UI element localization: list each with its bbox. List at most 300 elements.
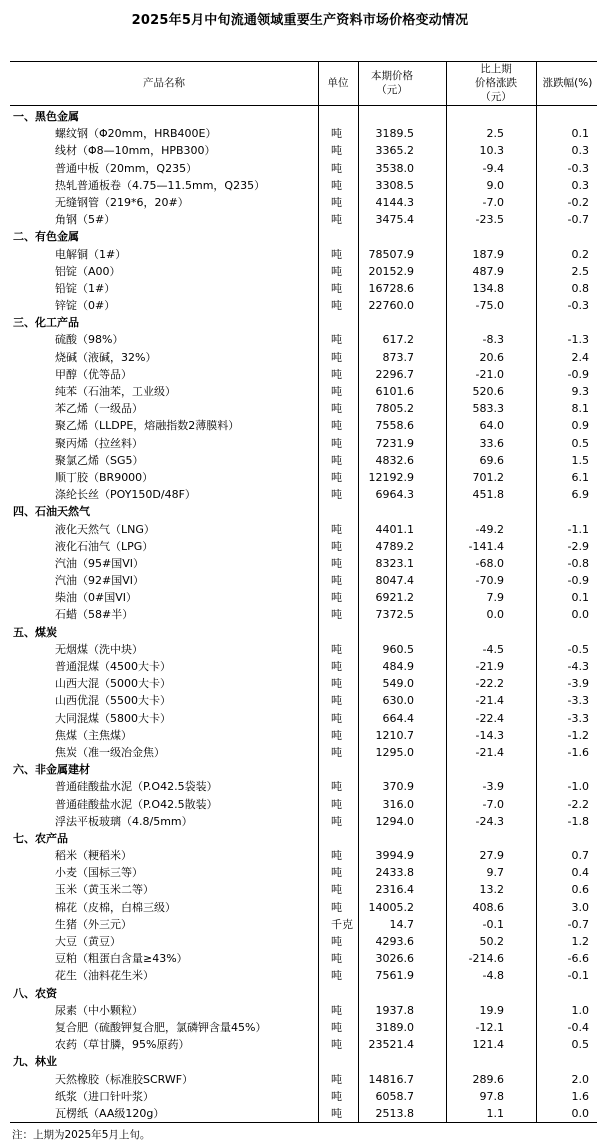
unit-cell: 吨 bbox=[331, 1020, 342, 1034]
price-cell: 7805.2 bbox=[375, 402, 414, 416]
product-name: 尿素（中小颗粒） bbox=[55, 1003, 143, 1017]
table-row bbox=[10, 263, 597, 280]
pct-cell: 0.0 bbox=[571, 608, 589, 622]
unit-cell: 吨 bbox=[331, 539, 342, 553]
unit-cell: 吨 bbox=[331, 522, 342, 536]
product-name: 线材（Φ8—10mm，HPB300） bbox=[55, 144, 216, 158]
change-cell: -21.4 bbox=[475, 745, 504, 759]
table-row bbox=[10, 847, 597, 864]
price-cell: 484.9 bbox=[382, 660, 414, 673]
unit-cell: 吨 bbox=[331, 728, 342, 742]
product-name: 无缝钢管（219*6，20#） bbox=[55, 195, 189, 209]
table-row bbox=[10, 331, 597, 348]
category-row bbox=[10, 108, 597, 125]
price-cell: 4144.3 bbox=[375, 195, 414, 209]
table-row bbox=[10, 572, 597, 589]
page-title: 2025年5月中旬流通领域重要生产资料市场价格变动情况 bbox=[131, 13, 469, 28]
table-row bbox=[10, 383, 597, 400]
price-cell: 23521.4 bbox=[368, 1038, 414, 1052]
change-cell: 64.0 bbox=[479, 419, 504, 433]
change-cell: 487.9 bbox=[472, 264, 504, 278]
change-cell: -141.4 bbox=[468, 539, 504, 553]
change-cell: 69.6 bbox=[479, 453, 504, 467]
pct-cell: -0.7 bbox=[567, 917, 589, 931]
table-row bbox=[10, 366, 597, 383]
unit-cell: 吨 bbox=[331, 660, 342, 673]
change-cell: 134.8 bbox=[472, 281, 504, 295]
product-name: 浮法平板玻璃（4.8/5mm） bbox=[55, 814, 193, 828]
category-row bbox=[10, 314, 597, 331]
pct-cell: 1.0 bbox=[571, 1003, 589, 1017]
unit-cell: 吨 bbox=[331, 900, 342, 914]
unit-cell: 吨 bbox=[331, 213, 342, 227]
pct-cell: 2.5 bbox=[571, 264, 589, 278]
change-cell: 19.9 bbox=[479, 1003, 504, 1017]
unit-cell: 吨 bbox=[331, 144, 342, 158]
unit-cell: 吨 bbox=[331, 453, 342, 467]
header-unit: 单位 bbox=[327, 77, 349, 89]
table-row bbox=[10, 933, 597, 950]
table-row bbox=[10, 435, 597, 452]
pct-cell: -0.9 bbox=[567, 574, 589, 588]
category-name: 五、煤炭 bbox=[13, 625, 57, 639]
unit-cell: 吨 bbox=[331, 127, 342, 141]
unit-cell: 吨 bbox=[331, 642, 342, 656]
change-cell: 20.6 bbox=[479, 350, 504, 364]
pct-cell: -1.6 bbox=[567, 745, 589, 759]
table-row bbox=[10, 211, 597, 228]
table-row bbox=[10, 1105, 597, 1122]
category-name: 四、石油天然气 bbox=[13, 505, 90, 519]
pct-cell: 2.4 bbox=[571, 350, 589, 364]
product-name: 焦炭（准一级冶金焦） bbox=[55, 745, 165, 759]
table-row bbox=[10, 589, 597, 606]
product-name: 液化石油气（LPG） bbox=[55, 539, 154, 553]
unit-cell: 吨 bbox=[331, 952, 342, 966]
pct-cell: 0.5 bbox=[571, 436, 589, 450]
unit-cell: 吨 bbox=[331, 333, 342, 347]
pct-cell: 6.1 bbox=[571, 470, 589, 484]
price-cell: 3994.9 bbox=[375, 849, 414, 863]
unit-cell: 吨 bbox=[331, 935, 342, 948]
pct-cell: 0.6 bbox=[571, 883, 589, 897]
table-row bbox=[10, 864, 597, 881]
product-name: 花生（油料花生米） bbox=[55, 969, 154, 983]
change-cell: -21.9 bbox=[475, 660, 504, 673]
header-name: 产品名称 bbox=[143, 77, 185, 89]
price-cell: 549.0 bbox=[382, 677, 414, 691]
unit-cell: 吨 bbox=[331, 419, 342, 433]
unit-cell: 吨 bbox=[331, 883, 342, 897]
unit-cell: 吨 bbox=[331, 367, 342, 381]
product-name: 石蜡（58#半） bbox=[55, 608, 134, 622]
category-name: 二、有色金属 bbox=[13, 230, 79, 244]
table-row bbox=[10, 555, 597, 572]
price-cell: 6964.3 bbox=[375, 488, 414, 502]
change-cell: 701.2 bbox=[472, 470, 504, 484]
product-name: 棉花（皮棉，白棉三级） bbox=[55, 900, 176, 914]
table-row bbox=[10, 469, 597, 486]
table-row bbox=[10, 641, 597, 658]
table-body bbox=[10, 106, 597, 1122]
pct-cell: -0.3 bbox=[567, 161, 589, 175]
pct-cell: 6.9 bbox=[571, 488, 589, 502]
category-row bbox=[10, 503, 597, 520]
change-cell: -214.6 bbox=[468, 952, 504, 966]
unit-cell: 吨 bbox=[331, 161, 342, 175]
product-name: 螺纹钢（Φ20mm，HRB400E） bbox=[55, 127, 217, 141]
product-name: 热轧普通板卷（4.75—11.5mm，Q235） bbox=[55, 178, 266, 192]
change-cell: -8.3 bbox=[482, 333, 504, 347]
category-name: 九、林业 bbox=[13, 1055, 57, 1069]
table-row bbox=[10, 538, 597, 555]
unit-cell: 吨 bbox=[331, 574, 342, 588]
change-cell: 50.2 bbox=[479, 935, 504, 948]
price-cell: 873.7 bbox=[382, 350, 414, 364]
change-cell: 2.5 bbox=[486, 127, 504, 141]
product-name: 复合肥（硫酸钾复合肥，氯磷钾含量45%） bbox=[55, 1020, 267, 1034]
product-name: 铅锭（1#） bbox=[55, 281, 116, 295]
pct-cell: -0.2 bbox=[567, 195, 589, 209]
price-cell: 370.9 bbox=[382, 780, 414, 794]
category-name: 七、农产品 bbox=[13, 831, 68, 845]
product-name: 大豆（黄豆） bbox=[55, 935, 121, 948]
price-cell: 3365.2 bbox=[375, 144, 414, 158]
product-name: 生猪（外三元） bbox=[55, 917, 132, 931]
price-cell: 6921.2 bbox=[375, 591, 414, 605]
pct-cell: -0.9 bbox=[567, 367, 589, 381]
change-cell: 583.3 bbox=[472, 402, 504, 416]
product-name: 角钢（5#） bbox=[55, 213, 116, 227]
product-name: 瓦楞纸（AA级120g） bbox=[55, 1106, 165, 1120]
price-cell: 664.4 bbox=[382, 711, 414, 725]
product-name: 豆粕（粗蛋白含量≥43%） bbox=[55, 952, 188, 966]
category-name: 三、化工产品 bbox=[13, 316, 79, 330]
pct-cell: 1.2 bbox=[571, 935, 589, 948]
table-row bbox=[10, 297, 597, 314]
table-row bbox=[10, 1019, 597, 1036]
product-name: 柴油（0#国VI） bbox=[55, 591, 137, 605]
change-cell: -68.0 bbox=[475, 556, 504, 570]
footnote: 注：上期为2025年5月上旬。 bbox=[12, 1129, 151, 1141]
change-cell: 520.6 bbox=[472, 385, 504, 398]
price-cell: 14816.7 bbox=[368, 1072, 414, 1086]
unit-cell: 吨 bbox=[331, 195, 342, 209]
table-row bbox=[10, 950, 597, 967]
product-name: 电解铜（1#） bbox=[55, 247, 127, 261]
pct-cell: 0.9 bbox=[571, 419, 589, 433]
price-cell: 617.2 bbox=[382, 333, 414, 347]
unit-cell: 千克 bbox=[331, 917, 353, 931]
unit-cell: 吨 bbox=[331, 281, 342, 295]
product-name: 聚乙烯（LLDPE，熔融指数2薄膜料） bbox=[55, 419, 240, 433]
pct-cell: -0.1 bbox=[567, 969, 589, 983]
table-row bbox=[10, 1088, 597, 1105]
category-row bbox=[10, 228, 597, 245]
price-cell: 2316.4 bbox=[375, 883, 414, 897]
table-row bbox=[10, 452, 597, 469]
price-cell: 4401.1 bbox=[375, 522, 414, 536]
change-cell: -4.5 bbox=[482, 642, 504, 656]
price-cell: 14005.2 bbox=[368, 900, 414, 914]
pct-cell: -0.8 bbox=[567, 556, 589, 570]
change-cell: -9.4 bbox=[482, 161, 504, 175]
table-row bbox=[10, 280, 597, 297]
unit-cell: 吨 bbox=[331, 745, 342, 759]
table-row bbox=[10, 658, 597, 675]
price-cell: 8323.1 bbox=[375, 556, 414, 570]
price-cell: 3308.5 bbox=[375, 178, 414, 192]
pct-cell: 9.3 bbox=[571, 385, 589, 398]
pct-cell: -2.2 bbox=[567, 797, 589, 811]
table-row bbox=[10, 177, 597, 194]
change-cell: -70.9 bbox=[475, 574, 504, 588]
pct-cell: -3.3 bbox=[567, 711, 589, 725]
price-cell: 3189.5 bbox=[375, 127, 414, 141]
pct-cell: -6.6 bbox=[567, 952, 589, 966]
unit-cell: 吨 bbox=[331, 814, 342, 828]
product-name: 铝锭（A00） bbox=[55, 264, 121, 278]
unit-cell: 吨 bbox=[331, 780, 342, 794]
product-name: 大同混煤（5800大卡） bbox=[55, 711, 171, 725]
change-cell: -24.3 bbox=[475, 814, 504, 828]
table-row bbox=[10, 417, 597, 434]
table-row bbox=[10, 125, 597, 142]
product-name: 普通混煤（4500大卡） bbox=[55, 660, 171, 673]
table-row bbox=[10, 1036, 597, 1053]
product-name: 小麦（国标三等） bbox=[55, 866, 143, 880]
price-cell: 2433.8 bbox=[375, 866, 414, 880]
change-cell: 451.8 bbox=[472, 488, 504, 502]
price-cell: 6101.6 bbox=[375, 385, 414, 398]
price-cell: 8047.4 bbox=[375, 574, 414, 588]
pct-cell: 1.5 bbox=[571, 453, 589, 467]
product-name: 稻米（粳稻米） bbox=[55, 849, 132, 863]
unit-cell: 吨 bbox=[331, 969, 342, 983]
product-name: 顺丁胶（BR9000） bbox=[55, 470, 154, 484]
change-cell: -14.3 bbox=[475, 728, 504, 742]
unit-cell: 吨 bbox=[331, 264, 342, 278]
change-cell: -12.1 bbox=[475, 1020, 504, 1034]
change-cell: -21.0 bbox=[475, 367, 504, 381]
change-cell: -0.1 bbox=[482, 917, 504, 931]
pct-cell: -1.2 bbox=[567, 728, 589, 742]
price-cell: 3026.6 bbox=[375, 952, 414, 966]
product-name: 苯乙烯（一级品） bbox=[55, 402, 143, 416]
unit-cell: 吨 bbox=[331, 1072, 342, 1086]
table-row bbox=[10, 400, 597, 417]
unit-cell: 吨 bbox=[331, 1106, 342, 1120]
category-name: 八、农资 bbox=[13, 986, 57, 1000]
unit-cell: 吨 bbox=[331, 385, 342, 398]
header-change-2: 价格涨跌 bbox=[475, 77, 517, 89]
price-cell: 6058.7 bbox=[375, 1089, 414, 1103]
change-cell: 13.2 bbox=[479, 883, 504, 897]
product-name: 焦煤（主焦煤） bbox=[55, 728, 132, 742]
category-row bbox=[10, 1053, 597, 1070]
header-pct: 涨跌幅(%) bbox=[542, 77, 593, 89]
table-row bbox=[10, 521, 597, 538]
category-row bbox=[10, 830, 597, 847]
product-name: 聚氯乙烯（SG5） bbox=[55, 453, 144, 467]
change-cell: 187.9 bbox=[472, 247, 504, 261]
category-row bbox=[10, 761, 597, 778]
product-name: 汽油（95#国VI） bbox=[55, 556, 144, 570]
header-change-3: （元） bbox=[480, 91, 512, 103]
product-name: 玉米（黄玉米二等） bbox=[55, 883, 154, 897]
product-name: 山西优混（5500大卡） bbox=[55, 694, 171, 708]
change-cell: 10.3 bbox=[479, 144, 504, 158]
price-cell: 7231.9 bbox=[375, 436, 414, 450]
product-name: 锌锭（0#） bbox=[55, 299, 116, 313]
pct-cell: -1.8 bbox=[567, 814, 589, 828]
product-name: 农药（草甘膦，95%原药） bbox=[55, 1038, 190, 1052]
price-cell: 4832.6 bbox=[375, 453, 414, 467]
pct-cell: 0.1 bbox=[571, 127, 589, 141]
change-cell: 97.8 bbox=[479, 1089, 504, 1103]
table-row bbox=[10, 727, 597, 744]
product-name: 天然橡胶（标准胶SCRWF） bbox=[55, 1072, 194, 1086]
table-row bbox=[10, 675, 597, 692]
table-row bbox=[10, 744, 597, 761]
change-cell: -21.4 bbox=[475, 694, 504, 708]
price-cell: 630.0 bbox=[382, 694, 414, 708]
product-name: 普通中板（20mm，Q235） bbox=[55, 161, 198, 175]
price-cell: 4789.2 bbox=[375, 539, 414, 553]
table-row bbox=[10, 349, 597, 366]
change-cell: -3.9 bbox=[482, 780, 504, 794]
change-cell: 0.0 bbox=[486, 608, 504, 622]
pct-cell: 0.8 bbox=[571, 281, 589, 295]
unit-cell: 吨 bbox=[331, 1003, 342, 1017]
price-cell: 2296.7 bbox=[375, 367, 414, 381]
change-cell: -7.0 bbox=[482, 797, 504, 811]
product-name: 聚丙烯（拉丝料） bbox=[55, 436, 143, 450]
price-cell: 1295.0 bbox=[375, 745, 414, 759]
price-cell: 316.0 bbox=[382, 797, 414, 811]
unit-cell: 吨 bbox=[331, 1089, 342, 1103]
pct-cell: -1.1 bbox=[567, 522, 589, 536]
pct-cell: 0.5 bbox=[571, 1038, 589, 1052]
table-row bbox=[10, 194, 597, 211]
change-cell: 289.6 bbox=[472, 1072, 504, 1086]
price-cell: 1210.7 bbox=[375, 728, 414, 742]
pct-cell: -3.9 bbox=[567, 677, 589, 691]
table-row bbox=[10, 916, 597, 933]
unit-cell: 吨 bbox=[331, 436, 342, 450]
change-cell: 9.7 bbox=[486, 866, 504, 880]
category-row bbox=[10, 985, 597, 1002]
change-cell: -22.4 bbox=[475, 711, 504, 725]
unit-cell: 吨 bbox=[331, 470, 342, 484]
product-name: 纯苯（石油苯，工业级） bbox=[55, 385, 176, 398]
category-row bbox=[10, 624, 597, 641]
table-header bbox=[10, 62, 597, 106]
price-cell: 78507.9 bbox=[368, 247, 414, 261]
unit-cell: 吨 bbox=[331, 608, 342, 622]
price-cell: 16728.6 bbox=[368, 281, 414, 295]
product-name: 普通硅酸盐水泥（P.O42.5散装） bbox=[55, 797, 218, 811]
unit-cell: 吨 bbox=[331, 402, 342, 416]
unit-cell: 吨 bbox=[331, 797, 342, 811]
product-name: 硫酸（98%） bbox=[55, 333, 124, 347]
table-row bbox=[10, 796, 597, 813]
pct-cell: 8.1 bbox=[571, 402, 589, 416]
table-row bbox=[10, 899, 597, 916]
header-price-2: （元） bbox=[376, 84, 408, 96]
product-name: 山西大混（5000大卡） bbox=[55, 677, 171, 691]
price-cell: 22760.0 bbox=[368, 299, 414, 313]
unit-cell: 吨 bbox=[331, 299, 342, 313]
pct-cell: -3.3 bbox=[567, 694, 589, 708]
change-cell: 27.9 bbox=[479, 849, 504, 863]
table-row bbox=[10, 1002, 597, 1019]
unit-cell: 吨 bbox=[331, 677, 342, 691]
pct-cell: 0.1 bbox=[571, 591, 589, 605]
header-change-1: 比上期 bbox=[480, 63, 512, 75]
product-name: 涤纶长丝（POY150D/48F） bbox=[55, 488, 196, 502]
change-cell: 7.9 bbox=[486, 591, 504, 605]
unit-cell: 吨 bbox=[331, 591, 342, 605]
pct-cell: -2.9 bbox=[567, 539, 589, 553]
product-name: 纸浆（进口针叶浆） bbox=[55, 1089, 154, 1103]
category-name: 一、黑色金属 bbox=[13, 110, 79, 123]
table-row bbox=[10, 710, 597, 727]
pct-cell: 0.7 bbox=[571, 849, 589, 863]
product-name: 无烟煤（洗中块） bbox=[55, 642, 143, 656]
table-row bbox=[10, 606, 597, 623]
pct-cell: -1.3 bbox=[567, 333, 589, 347]
price-cell: 3189.0 bbox=[375, 1020, 414, 1034]
table-row bbox=[10, 813, 597, 830]
pct-cell: 0.3 bbox=[571, 178, 589, 192]
table-row bbox=[10, 142, 597, 159]
table-row bbox=[10, 486, 597, 503]
price-cell: 14.7 bbox=[389, 917, 414, 931]
change-cell: -75.0 bbox=[475, 299, 504, 313]
table-row bbox=[10, 778, 597, 795]
pct-cell: 0.0 bbox=[571, 1106, 589, 1120]
change-cell: -7.0 bbox=[482, 195, 504, 209]
unit-cell: 吨 bbox=[331, 556, 342, 570]
unit-cell: 吨 bbox=[331, 849, 342, 863]
pct-cell: -0.5 bbox=[567, 642, 589, 656]
unit-cell: 吨 bbox=[331, 866, 342, 880]
change-cell: 33.6 bbox=[479, 436, 504, 450]
product-name: 汽油（92#国VI） bbox=[55, 574, 144, 588]
pct-cell: 2.0 bbox=[571, 1072, 589, 1086]
pct-cell: 0.3 bbox=[571, 144, 589, 158]
change-cell: -4.8 bbox=[482, 969, 504, 983]
unit-cell: 吨 bbox=[331, 350, 342, 364]
change-cell: 121.4 bbox=[472, 1038, 504, 1052]
pct-cell: -0.4 bbox=[567, 1020, 589, 1034]
unit-cell: 吨 bbox=[331, 1038, 342, 1052]
table-row bbox=[10, 967, 597, 984]
change-cell: -49.2 bbox=[475, 522, 504, 536]
price-cell: 1294.0 bbox=[375, 814, 414, 828]
price-cell: 3538.0 bbox=[375, 161, 414, 175]
price-table bbox=[10, 61, 597, 1123]
header-price-1: 本期价格 bbox=[371, 70, 413, 82]
change-cell: -22.2 bbox=[475, 677, 504, 691]
change-cell: 408.6 bbox=[472, 900, 504, 914]
unit-cell: 吨 bbox=[331, 711, 342, 725]
price-cell: 3475.4 bbox=[375, 213, 414, 227]
pct-cell: -1.0 bbox=[567, 780, 589, 794]
change-cell: 1.1 bbox=[486, 1106, 504, 1120]
pct-cell: -0.7 bbox=[567, 213, 589, 227]
